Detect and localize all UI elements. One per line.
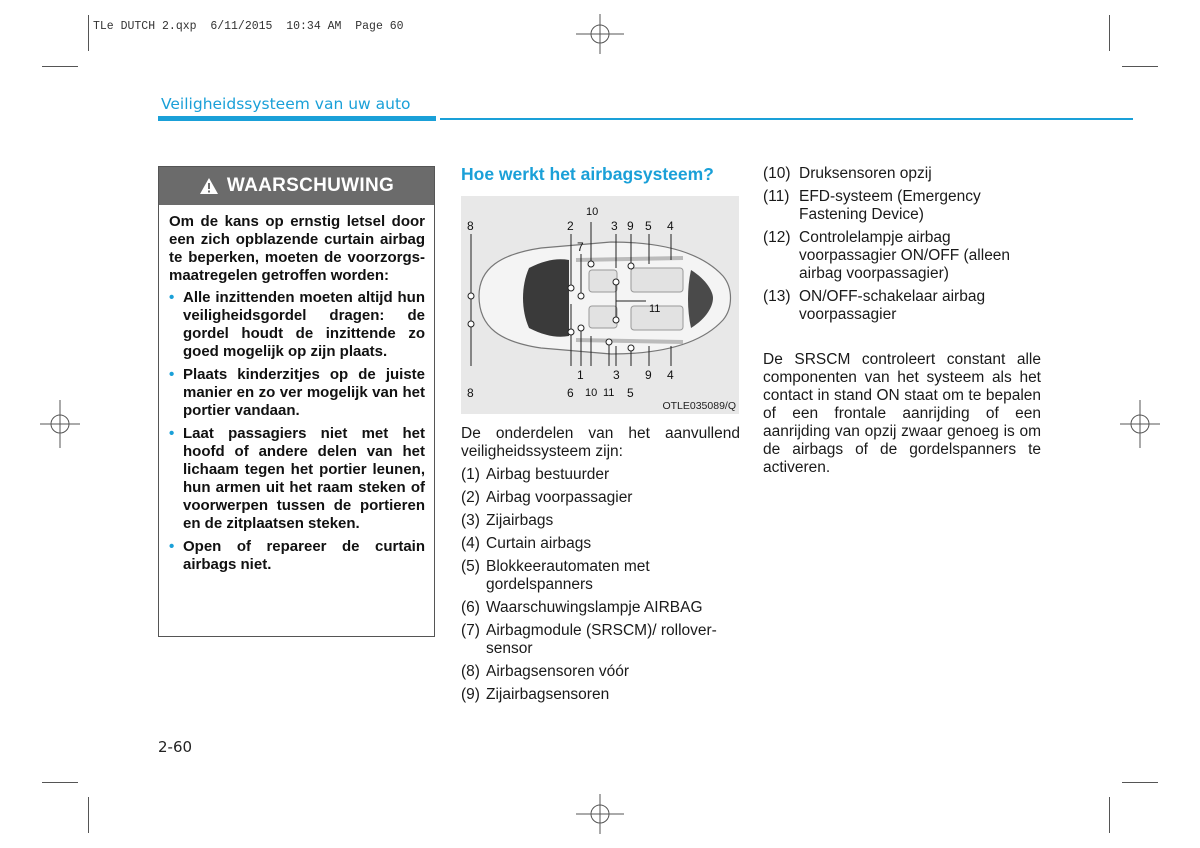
car-topview-illustration: [461, 196, 739, 414]
warning-box: [158, 166, 435, 637]
callout-label: 4: [667, 219, 674, 233]
list-item: [461, 599, 741, 617]
registration-mark-icon: [40, 400, 80, 448]
callout-label: 5: [645, 219, 652, 233]
callout-label: 6: [567, 386, 574, 400]
callout-label: 3: [611, 219, 618, 233]
list-item-text: Druksensoren opzij: [799, 165, 932, 182]
list-item: [461, 558, 741, 594]
list-item-number: (5): [461, 558, 480, 575]
callout-label: 4: [667, 368, 674, 382]
list-item-text: Zijairbagsensoren: [486, 686, 610, 703]
warning-bullet: [169, 538, 425, 574]
callout-label: 2: [567, 219, 574, 233]
list-item-number: (9): [461, 686, 480, 703]
warning-list: [169, 289, 425, 574]
warning-bullet-text: Open of repareer de curtain airbags niet.: [183, 538, 425, 573]
bullet-icon: •: [169, 425, 175, 442]
warning-triangle-icon: [199, 177, 219, 195]
callout-label: 9: [627, 219, 634, 233]
list-item-number: (2): [461, 489, 480, 506]
list-item-number: (12): [763, 229, 791, 246]
crop-mark: [42, 66, 78, 67]
registration-mark-icon: [576, 14, 624, 54]
callout-label: 8: [467, 386, 474, 400]
list-item: [461, 663, 741, 681]
header-rule-thin: [440, 118, 1133, 120]
list-item-number: (10): [763, 165, 791, 182]
list-item-text: Curtain airbags: [486, 535, 592, 552]
list-item-number: (11): [763, 188, 790, 205]
figure-code: OTLE035089/Q: [662, 400, 736, 412]
list-item: [763, 188, 1043, 224]
callout-label: 10: [585, 387, 598, 399]
list-item-text: Zijairbags: [486, 512, 554, 529]
components-list: [461, 466, 741, 709]
list-item-text: Controlelampje airbag voorpassagier ON/OFF (alleen airbag voorpassagier): [799, 229, 1011, 282]
list-item: [461, 535, 741, 553]
crop-mark: [88, 15, 89, 51]
header-rule-thick: [158, 116, 436, 121]
callout-label: 3: [613, 368, 620, 382]
warning-title: WAARSCHUWING: [226, 175, 395, 196]
list-item-number: (13): [763, 288, 791, 305]
section-heading: Hoe werkt het airbagsysteem?: [461, 164, 714, 184]
list-item-number: (7): [461, 622, 480, 639]
airbag-diagram: [461, 196, 739, 414]
crop-mark: [1109, 797, 1110, 833]
print-slug: TLe DUTCH 2.qxp 6/11/2015 10:34 AM Page 60: [93, 20, 404, 33]
list-item: [763, 229, 1043, 283]
callout-label: 11: [603, 387, 615, 399]
warning-bullet-text: Plaats kinderzitjes op de juiste manier en zo ver mogelijk van het portier vandaan.: [183, 366, 425, 419]
list-item-text: Waarschuwingslampje AIRBAG: [486, 599, 703, 616]
bullet-icon: •: [169, 289, 175, 306]
warning-bullet: [169, 366, 425, 420]
list-item-text: EFD-systeem (Emergency Fastening Device): [799, 188, 981, 223]
list-item: [763, 288, 1043, 324]
warning-intro: Om de kans op ernstig letsel door een zich opblazende curtain airbag te beperken, moeten de voorzorgs-maatregelen getroffen worden:: [169, 213, 425, 284]
list-item-text: Airbag voorpassagier: [486, 489, 633, 506]
warning-bullet: [169, 425, 425, 533]
list-item: [763, 165, 1043, 183]
crop-mark: [1122, 66, 1158, 67]
list-item: [461, 512, 741, 530]
bullet-icon: •: [169, 366, 175, 383]
callout-label: 5: [627, 386, 634, 400]
bullet-icon: •: [169, 538, 175, 555]
callout-label: 11: [649, 303, 661, 315]
page-number: 2-60: [158, 738, 193, 756]
list-item: [461, 622, 741, 658]
list-item-number: (3): [461, 512, 480, 529]
crop-mark: [1109, 15, 1110, 51]
list-item-text: Airbagsensoren vóór: [486, 663, 630, 680]
warning-bullet: [169, 289, 425, 361]
warning-header: [159, 167, 434, 205]
components-intro: De onderdelen van het aanvullend veiligheidssysteem zijn:: [461, 425, 740, 460]
registration-mark-icon: [576, 794, 624, 834]
srscm-paragraph: De SRSCM controleert constant alle componenten van het systeem als het contact in stand ON staat om te bepalen of een frontale aanrijding of een aanrijding van opzij zwaar genoeg is om de airbags of de gordelspanners te activeren.: [763, 351, 1041, 476]
callout-label: 10: [586, 206, 599, 218]
list-item-number: (1): [461, 466, 480, 483]
warning-bullet-text: Laat passagiers niet met het hoofd of andere delen van het lichaam tegen het portier leunen, hun armen uit het raam steken of voorwerpen tussen de portieren en de zitplaatsen steken.: [183, 425, 425, 532]
callout-label: 9: [645, 368, 652, 382]
crop-mark: [42, 782, 78, 783]
list-item-number: (4): [461, 535, 480, 552]
crop-mark: [88, 797, 89, 833]
list-item-number: (8): [461, 663, 480, 680]
registration-mark-icon: [1120, 400, 1160, 448]
section-title: Veiligheidssysteem van uw auto: [161, 95, 411, 113]
list-item: [461, 686, 741, 704]
list-item: [461, 466, 741, 484]
callout-label: 1: [577, 368, 584, 382]
warning-bullet-text: Alle inzittenden moeten altijd hun veiligheidsgordel dragen: de gordel houdt de inzittende zo goed mogelijk op zijn plaats.: [183, 289, 425, 360]
callout-label: 8: [467, 219, 474, 233]
list-item-text: Airbag bestuurder: [486, 466, 610, 483]
list-item-text: ON/OFF-schakelaar airbag voorpassagier: [799, 288, 986, 323]
crop-mark: [1122, 782, 1158, 783]
list-item-text: Blokkeerautomaten met gordelspanners: [486, 558, 650, 593]
list-item-text: Airbagmodule (SRSCM)/ rollover-sensor: [486, 622, 717, 657]
list-item-number: (6): [461, 599, 480, 616]
components-list-continued: [763, 165, 1043, 329]
callout-label: 7: [577, 240, 584, 254]
list-item: [461, 489, 741, 507]
